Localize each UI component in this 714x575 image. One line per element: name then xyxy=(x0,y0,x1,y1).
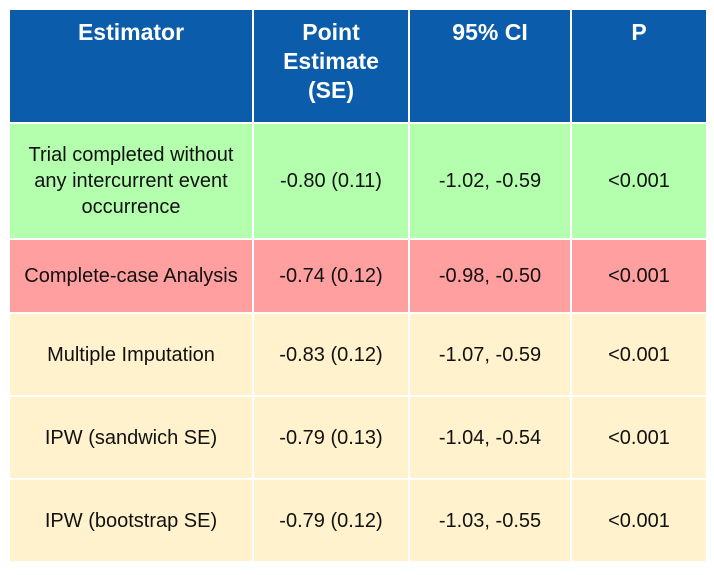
point-estimate-cell: -0.74 (0.12) xyxy=(253,239,409,313)
header-estimator: Estimator xyxy=(9,9,253,123)
ci-cell: -1.02, -0.59 xyxy=(409,123,571,239)
p-value-cell: <0.001 xyxy=(571,396,707,479)
p-value-cell: <0.001 xyxy=(571,313,707,396)
p-value-cell: <0.001 xyxy=(571,479,707,562)
header-p: P xyxy=(571,9,707,123)
ci-cell: -0.98, -0.50 xyxy=(409,239,571,313)
estimator-cell: IPW (bootstrap SE) xyxy=(9,479,253,562)
estimator-cell: Complete-case Analysis xyxy=(9,239,253,313)
header-row xyxy=(9,9,707,123)
results-table xyxy=(8,8,708,563)
table-row xyxy=(9,479,707,562)
point-estimate-cell: -0.79 (0.13) xyxy=(253,396,409,479)
table-row xyxy=(9,313,707,396)
estimator-cell: Trial completed without any intercurrent event occurrence xyxy=(9,123,253,239)
estimator-cell: Multiple Imputation xyxy=(9,313,253,396)
ci-cell: -1.03, -0.55 xyxy=(409,479,571,562)
table-row xyxy=(9,239,707,313)
table-row xyxy=(9,123,707,239)
point-estimate-cell: -0.79 (0.12) xyxy=(253,479,409,562)
header-point-estimate: Point Estimate (SE) xyxy=(253,9,409,123)
ci-cell: -1.07, -0.59 xyxy=(409,313,571,396)
header-ci: 95% CI xyxy=(409,9,571,123)
table-row xyxy=(9,396,707,479)
ci-cell: -1.04, -0.54 xyxy=(409,396,571,479)
p-value-cell: <0.001 xyxy=(571,123,707,239)
estimator-cell: IPW (sandwich SE) xyxy=(9,396,253,479)
p-value-cell: <0.001 xyxy=(571,239,707,313)
point-estimate-cell: -0.80 (0.11) xyxy=(253,123,409,239)
point-estimate-cell: -0.83 (0.12) xyxy=(253,313,409,396)
